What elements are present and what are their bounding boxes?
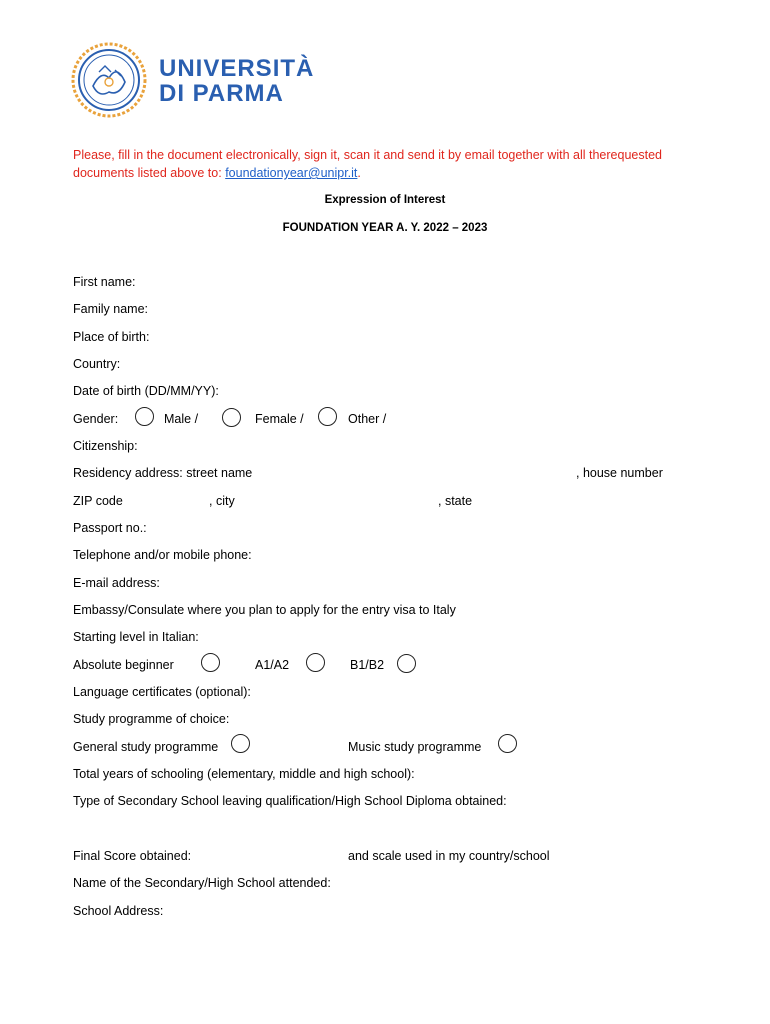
embassy-label: Embassy/Consulate where you plan to apply for the entry visa to Italy: [73, 603, 456, 617]
passport-label: Passport no.:: [73, 521, 147, 535]
programme-general-radio[interactable]: [231, 734, 250, 753]
document-subtitle: FOUNDATION YEAR A. Y. 2022 – 2023: [282, 222, 488, 234]
gender-female-radio[interactable]: [222, 408, 241, 427]
level-a1a2-label: A1/A2: [255, 658, 290, 672]
residency-street-label: Residency address: street name: [73, 466, 253, 480]
notice-end: .: [357, 166, 361, 180]
state-label: , state: [438, 494, 473, 508]
programme-music-label: Music study programme: [348, 740, 482, 754]
city-label: , city: [209, 494, 235, 508]
level-b1b2-label: B1/B2: [350, 658, 385, 672]
scale-label: and scale used in my country/school: [348, 849, 550, 863]
email-link[interactable]: foundationyear@unipr.it: [225, 166, 358, 180]
university-name: [159, 56, 314, 106]
gender-other-label: Other /: [348, 412, 387, 426]
country-label: Country:: [73, 357, 121, 371]
level-absolute-radio[interactable]: [201, 653, 220, 672]
date-of-birth-label: Date of birth (DD/MM/YY):: [73, 384, 219, 398]
email-label: E-mail address:: [73, 576, 160, 590]
first-name-label: First name:: [73, 275, 136, 289]
programme-music-radio[interactable]: [498, 734, 517, 753]
zip-code-label: ZIP code: [73, 494, 123, 508]
notice-text: Please, fill in the document electronically, sign it, scan it and send it by email together with all therequested documents listed above to:: [73, 148, 662, 180]
level-absolute-label: Absolute beginner: [73, 658, 174, 672]
house-number-label: , house number: [576, 466, 663, 480]
gender-male-label: Male /: [164, 412, 199, 426]
gender-female-label: Female /: [255, 412, 304, 426]
instructions-notice: [73, 146, 713, 182]
logo-line-1: UNIVERSITÀ: [159, 55, 315, 82]
document-title: Expression of Interest: [324, 194, 446, 206]
programme-label: Study programme of choice:: [73, 712, 230, 726]
school-name-label: Name of the Secondary/High School attended:: [73, 876, 331, 890]
gender-male-radio[interactable]: [135, 407, 154, 426]
university-logo: [71, 42, 315, 118]
gender-other-radio[interactable]: [318, 407, 337, 426]
gender-label: Gender:: [73, 412, 119, 426]
school-address-label: School Address:: [73, 904, 164, 918]
place-of-birth-label: Place of birth:: [73, 330, 150, 344]
telephone-label: Telephone and/or mobile phone:: [73, 548, 252, 562]
family-name-label: Family name:: [73, 302, 149, 316]
level-b1b2-radio[interactable]: [397, 654, 416, 673]
school-type-label: Type of Secondary School leaving qualification/High School Diploma obtained:: [73, 794, 507, 808]
level-a1a2-radio[interactable]: [306, 653, 325, 672]
italian-level-label: Starting level in Italian:: [73, 630, 199, 644]
certificates-label: Language certificates (optional):: [73, 685, 251, 699]
final-score-label: Final Score obtained:: [73, 849, 192, 863]
citizenship-label: Citizenship:: [73, 439, 138, 453]
total-years-label: Total years of schooling (elementary, middle and high school):: [73, 767, 415, 781]
logo-line-2: DI PARMA: [159, 80, 284, 107]
university-seal-icon: [71, 42, 147, 118]
programme-general-label: General study programme: [73, 740, 219, 754]
